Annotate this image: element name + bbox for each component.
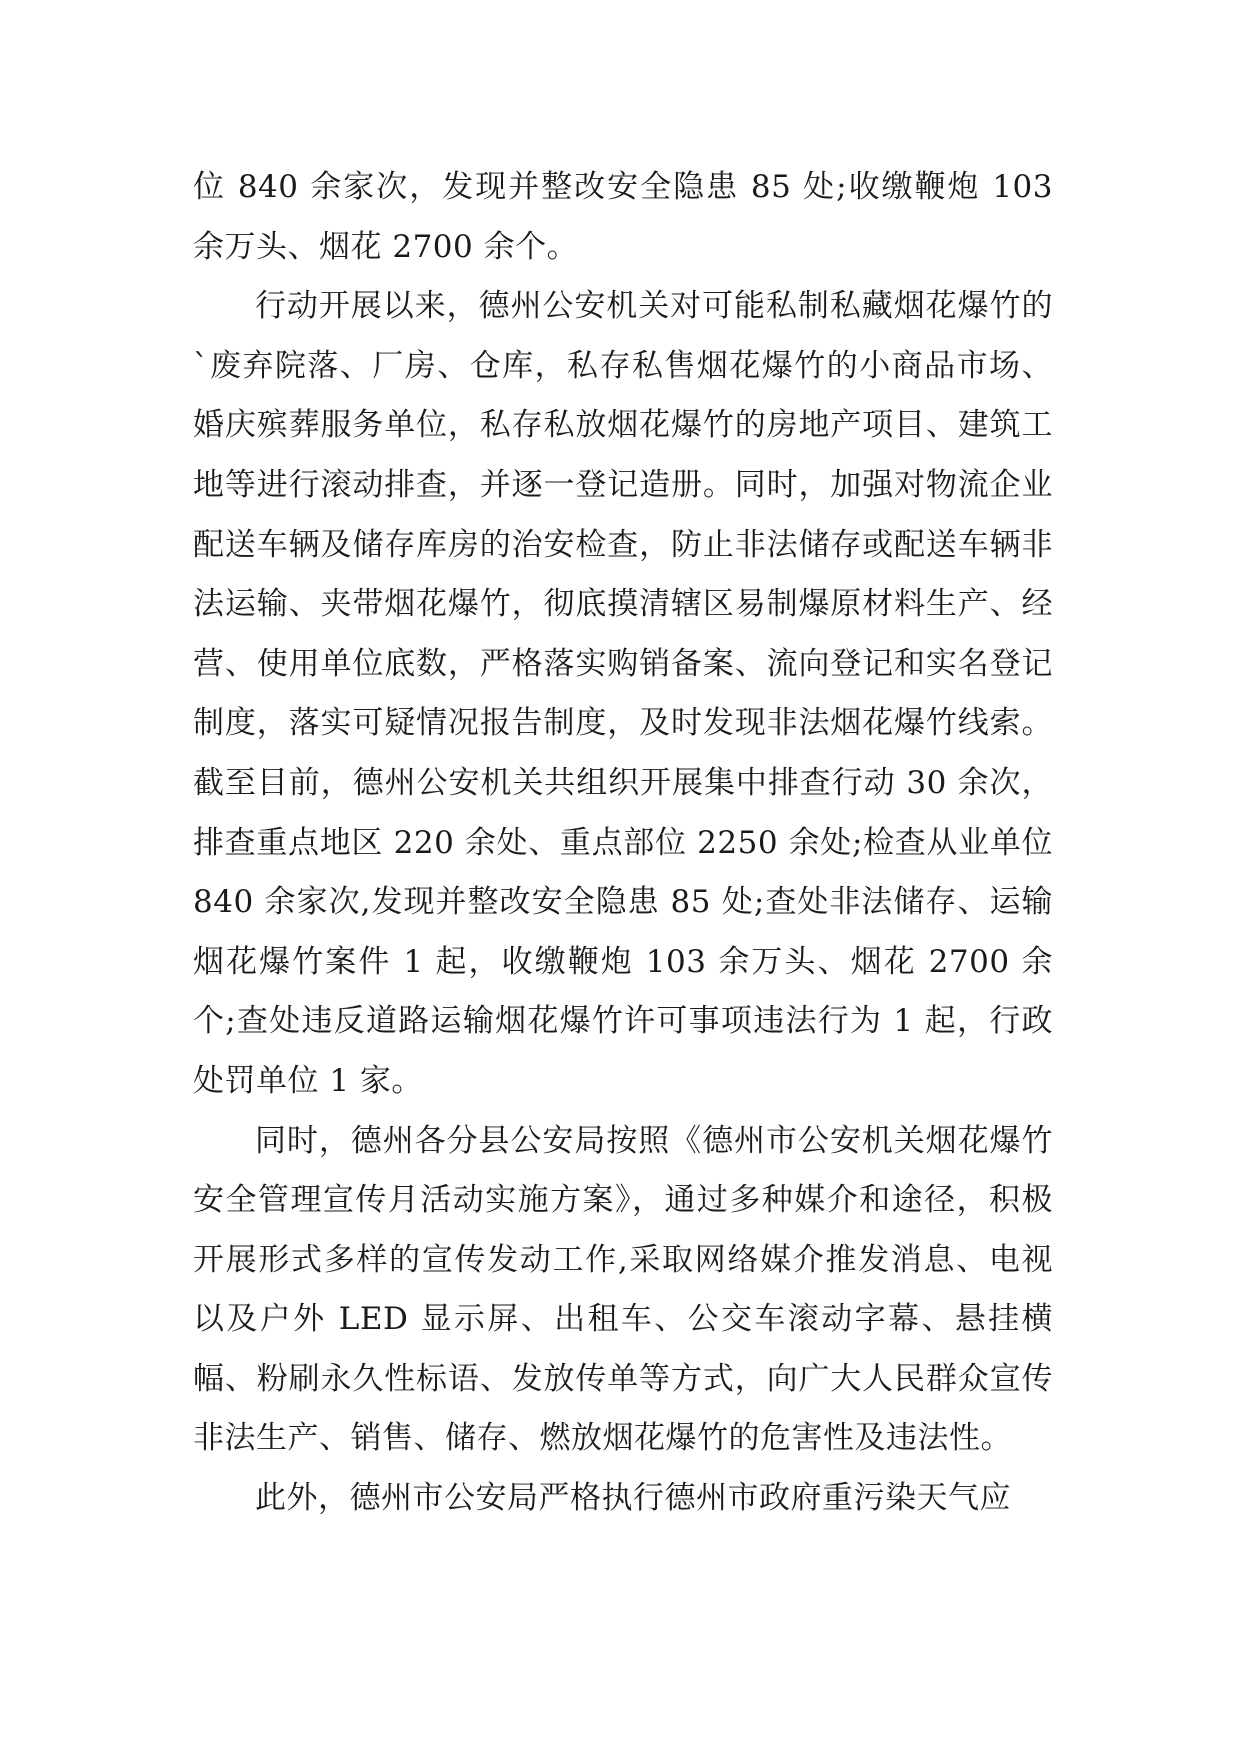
paragraph-4: 此外，德州市公安局严格执行德州市政府重污染天气应 — [255, 1480, 1011, 1517]
paragraph-3: 同时，德州各分县公安局按照《德州市公安机关烟花爆竹安全管理宣传月活动实施方案》，通过多种媒介和途径，积极开展形式多样的宣传发动工作,采取网络媒介推发消息、电视以及户外 LED 显示屏、出租车、公交车滚动字幕、悬挂横幅、粉刷永久性标语、发放传单等方式，向广大人民群众宣传非法生产、销售、储存、燃放烟花爆竹的危害性及违法性。 — [193, 1122, 1053, 1457]
paragraph-2: 行动开展以来，德州公安机关对可能私制私藏烟花爆竹的`废弃院落、厂房、仓库，私存私售烟花爆竹的小商品市场、婚庆殡葬服务单位，私存私放烟花爆竹的房地产项目、建筑工地等进行滚动排查，并逐一登记造册。同时，加强对物流企业配送车辆及储存库房的治安检查，防止非法储存或配送车辆非法运输、夹带烟花爆竹，彻底摸清辖区易制爆原材料生产、经营、使用单位底数，严格落实购销备案、流向登记和实名登记制度，落实可疑情况报告制度，及时发现非法烟花爆竹线索。截至目前，德州公安机关共组织开展集中排查行动 30 余次，排查重点地区 220 余处、重点部位 2250 余处;检查从业单位 840 余家次,发现并整改安全隐患 85 处;查处非法储存、运输烟花爆竹案件 1 起，收缴鞭炮 103 余万头、烟花 2700 余个;查处违反道路运输烟花爆竹许可事项违法行为 1 起，行政处罚单位 1 家。 — [193, 288, 1053, 1099]
paragraph-1: 位 840 余家次，发现并整改安全隐患 85 处;收缴鞭炮 103 余万头、烟花 2700 余个。 — [193, 169, 1053, 265]
body-text — [193, 158, 1053, 1529]
